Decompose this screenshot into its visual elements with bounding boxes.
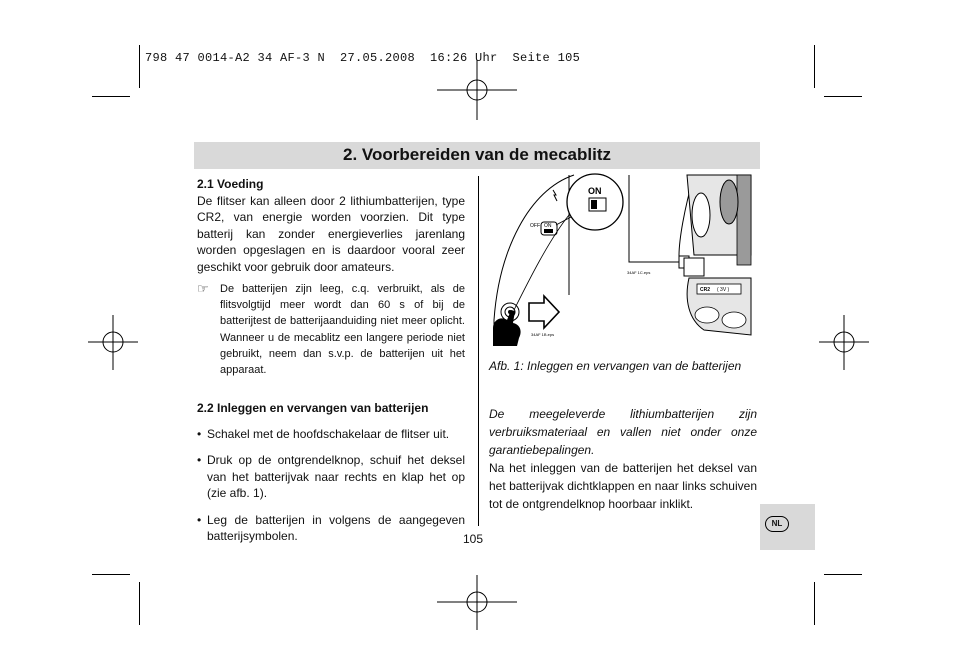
left-column	[197, 176, 465, 545]
crop-mark	[814, 45, 815, 88]
crop-mark	[824, 96, 862, 97]
column-divider	[478, 176, 479, 526]
crop-mark	[139, 582, 140, 625]
crop-mark	[814, 582, 815, 625]
on-label-small: ON	[544, 223, 552, 229]
page-title: 2. Voorbereiden van de mecablitz	[343, 145, 611, 164]
list-item-text: Druk op de ontgrendelknop, schuif het deksel van het batterijvak naar rechts en klap het op (zie afb. 1).	[207, 453, 465, 501]
list-item	[197, 512, 465, 545]
language-badge: NL	[765, 516, 789, 532]
registration-mark-bottom	[437, 575, 517, 630]
off-label-small: OFF	[530, 223, 540, 229]
battery-figure	[489, 170, 757, 346]
italic-note: De meegeleverde lithiumbatterijen zijn verbruiksmateriaal en vallen niet onder onze garantiebepalingen.	[489, 407, 757, 457]
list-item-text: Leg de batterijen in volgens de aangegeven batterijsymbolen.	[207, 512, 465, 544]
list-item	[197, 452, 465, 502]
print-header: 798 47 0014-A2 34 AF-3 N 27.05.2008 16:26 Uhr Seite 105	[145, 51, 581, 65]
note-block	[197, 281, 465, 378]
right-body: Na het inleggen van de batterijen het deksel van het batterijvak dichtklappen en naar links schuiven tot de ontgrendelknop hoorbaar inklikt.	[489, 461, 757, 511]
language-tab	[760, 504, 815, 550]
crop-mark	[824, 574, 862, 575]
pointing-hand-icon: ☞	[197, 281, 209, 296]
crop-mark	[139, 45, 140, 88]
figure-code-2: 34AF 1B.eps	[531, 332, 555, 337]
crop-mark	[92, 574, 130, 575]
list-item-text: Schakel met de hoofdschakelaar de flitser uit.	[207, 426, 450, 441]
section-heading-2: 2.2 Inleggen en vervangen van batterijen	[197, 401, 429, 416]
figure-code-1: 34AF 1C.eps	[627, 270, 651, 275]
registration-mark-right	[819, 315, 869, 370]
on-label-big: ON	[588, 186, 602, 196]
note-text: De batterijen zijn leeg, c.q. verbruikt, als de flitsvolgtijd meer wordt dan 60 s of bij de batterijtest de batterijaanduiding niet meer oplicht. Wanneer u de mecablitz een langere periode niet gebruikt, neem dan s.v.p. de batterijen uit het apparaat.	[220, 283, 465, 377]
figure-caption: Afb. 1: Inleggen en vervangen van de batterijen	[489, 359, 742, 373]
volt-label: ( 3V )	[717, 287, 730, 293]
page-number: 105	[463, 532, 484, 546]
bullet-icon: •	[197, 512, 202, 527]
registration-mark-left	[88, 315, 138, 370]
section-body-1: De flitser kan alleen door 2 lithiumbatterijen, type CR2, van energie worden voorzien. Dit type batterij kan zonder energieverlies jarenlang worden opgeslagen en is daardoor vooral zeer geschikt voor gebruik door amateurs.	[197, 193, 465, 274]
bullet-icon: •	[197, 453, 202, 468]
list-item	[197, 426, 465, 443]
cr2-label: CR2	[700, 287, 711, 293]
crop-mark	[92, 96, 130, 97]
bullet-icon: •	[197, 426, 202, 441]
section-heading-1: 2.1 Voeding	[197, 177, 264, 191]
registration-mark-top	[437, 60, 517, 120]
right-column	[489, 405, 757, 513]
title-bar	[194, 142, 760, 169]
